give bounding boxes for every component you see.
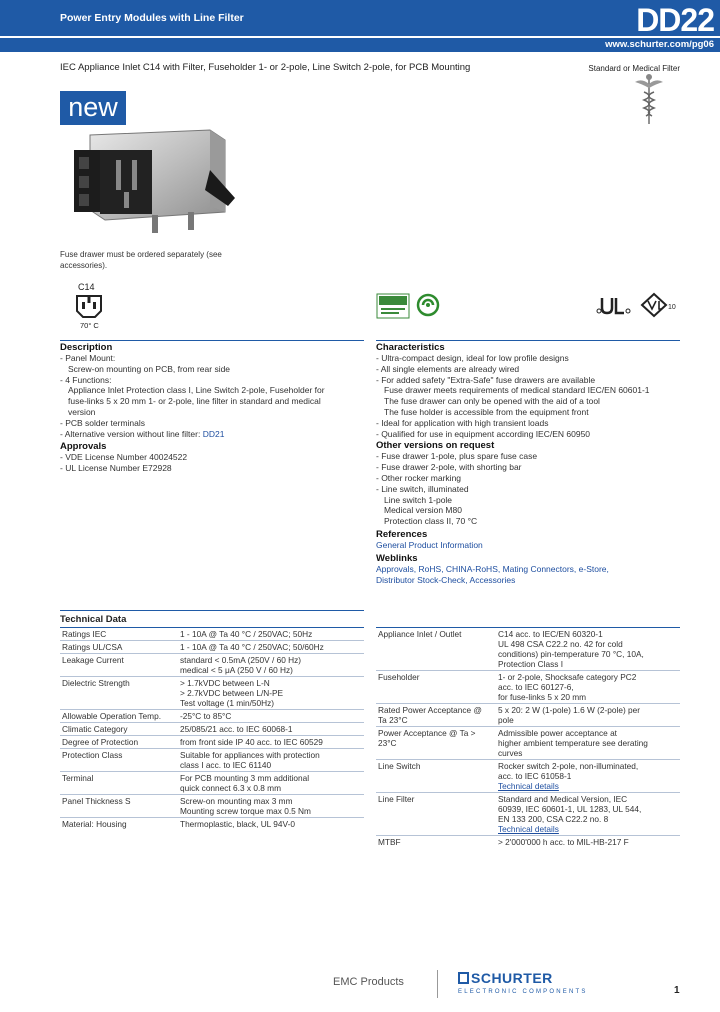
page-title: Power Entry Modules with Line Filter bbox=[60, 12, 244, 24]
technical-value-line: Screw-on mounting max 3 mm bbox=[180, 796, 293, 806]
product-url-link[interactable]: www.schurter.com/pg06 bbox=[605, 39, 714, 50]
technical-key bbox=[60, 736, 178, 749]
technical-key bbox=[60, 749, 178, 772]
technical-key-line: Climatic Category bbox=[62, 724, 128, 734]
technical-value-line: EN 133 200, CSA C22.2 no. 8 bbox=[498, 814, 609, 824]
technical-key-line: Ratings UL/CSA bbox=[62, 642, 123, 652]
technical-value-line: standard < 0.5mA (250V / 60 Hz) bbox=[180, 655, 302, 665]
alt-version-text: - Alternative version without line filter: bbox=[60, 428, 201, 439]
fuse-drawer-caption: Fuse drawer must be ordered separately (see accessories). bbox=[60, 250, 222, 270]
technical-row bbox=[376, 727, 680, 760]
technical-key-line: Power Acceptance @ Ta > bbox=[378, 728, 476, 738]
technical-value bbox=[178, 818, 364, 831]
rohs-icon bbox=[376, 293, 410, 319]
technical-value bbox=[496, 793, 680, 836]
new-badge: new bbox=[60, 91, 126, 125]
characteristics-line: - Ideal for application with high transient loads bbox=[376, 417, 549, 428]
technical-value bbox=[496, 628, 680, 671]
other-versions-line: Line switch 1-pole bbox=[384, 494, 453, 505]
weblinks-line[interactable]: Approvals, RoHS, CHINA-RoHS, Mating Connectors, e-Store, bbox=[376, 563, 609, 574]
vde-icon bbox=[640, 292, 678, 318]
technical-key-line: Appliance Inlet / Outlet bbox=[378, 629, 462, 639]
technical-key bbox=[60, 723, 178, 736]
technical-value-line: > 1.7kVDC between L-N bbox=[180, 678, 270, 688]
section-divider bbox=[60, 610, 364, 611]
technical-data-heading: Technical Data bbox=[60, 614, 127, 625]
technical-value-line: Test voltage (1 min/50Hz) bbox=[180, 698, 275, 708]
technical-key bbox=[376, 671, 496, 704]
other-versions-line: - Fuse drawer 1-pole, plus spare fuse case bbox=[376, 451, 538, 462]
technical-key-line: Ta 23°C bbox=[378, 715, 408, 725]
description-line: Appliance Inlet Protection class I, Line Switch 2-pole, Fuseholder for bbox=[68, 385, 325, 396]
technical-key-line: Material: Housing bbox=[62, 819, 127, 829]
technical-value-line: 1 - 10A @ Ta 40 °C / 250VAC; 50/60Hz bbox=[180, 642, 324, 652]
description-line: - 4 Functions: bbox=[60, 374, 112, 385]
technical-value-line: from front side IP 40 acc. to IEC 60529 bbox=[180, 737, 323, 747]
technical-value-line: UL 498 CSA C22.2 no. 42 for cold bbox=[498, 639, 623, 649]
technical-key-line: Panel Thickness S bbox=[62, 796, 131, 806]
approvals-line: - UL License Number E72928 bbox=[60, 463, 172, 474]
technical-row bbox=[376, 671, 680, 704]
technical-key-line: MTBF bbox=[378, 837, 401, 847]
characteristics-heading: Characteristics bbox=[376, 342, 445, 353]
characteristics-line: - Qualified for use in equipment according IEC/EN 60950 bbox=[376, 428, 591, 439]
technical-key bbox=[60, 818, 178, 831]
technical-value bbox=[178, 723, 364, 736]
caduceus-icon bbox=[632, 72, 666, 126]
technical-value-line: 60939, IEC 60601-1, UL 1283, UL 544, bbox=[498, 804, 642, 814]
technical-value-line: medical < 5 μA (250 V / 60 Hz) bbox=[180, 665, 293, 675]
technical-row bbox=[60, 654, 364, 677]
svg-text:10: 10 bbox=[668, 304, 676, 311]
product-code: DD22 bbox=[636, 2, 714, 38]
technical-row bbox=[376, 628, 680, 671]
ul-recognized-icon bbox=[596, 296, 632, 316]
technical-value bbox=[178, 736, 364, 749]
technical-value-line: -25°C to 85°C bbox=[180, 711, 232, 721]
technical-value-line: > 2.7kVDC between L/N-PE bbox=[180, 688, 284, 698]
technical-key bbox=[376, 760, 496, 793]
technical-row bbox=[60, 677, 364, 710]
technical-value bbox=[178, 795, 364, 818]
technical-value bbox=[178, 749, 364, 772]
technical-row bbox=[60, 736, 364, 749]
technical-value-line: Protection Class I bbox=[498, 659, 564, 669]
technical-key-line: Degree of Protection bbox=[62, 737, 139, 747]
schurter-subtitle: ELECTRONIC COMPONENTS bbox=[458, 989, 588, 995]
footer-divider bbox=[437, 970, 438, 998]
technical-key bbox=[376, 628, 496, 671]
page-number: 1 bbox=[674, 985, 680, 996]
product-subtitle: IEC Appliance Inlet C14 with Filter, Fuseholder 1- or 2-pole, Line Switch 2-pole, for PCB Mounting bbox=[60, 62, 471, 73]
technical-value-line: curves bbox=[498, 748, 523, 758]
characteristics-line: The fuse holder is accessible from the equipment front bbox=[384, 406, 589, 417]
description-section bbox=[60, 342, 360, 474]
technical-table-right bbox=[376, 627, 680, 848]
technical-value bbox=[496, 836, 680, 849]
technical-value-line: For PCB mounting 3 mm additional bbox=[180, 773, 310, 783]
characteristics-line: - All single elements are already wired bbox=[376, 363, 520, 374]
technical-row bbox=[376, 836, 680, 849]
china-rohs-icon bbox=[416, 293, 440, 317]
technical-value-line: Admissible power acceptance at bbox=[498, 728, 617, 738]
c14-inlet-icon bbox=[74, 293, 104, 320]
technical-value-line: Mounting screw torque max 0.5 Nm bbox=[180, 806, 311, 816]
weblinks-line[interactable]: Distributor Stock-Check, Accessories bbox=[376, 574, 516, 585]
technical-key bbox=[60, 710, 178, 723]
characteristics-line: - Ultra-compact design, ideal for low profile designs bbox=[376, 353, 569, 363]
c14-temp: 70° C bbox=[80, 321, 99, 330]
section-divider bbox=[60, 340, 364, 341]
technical-key-line: Leakage Current bbox=[62, 655, 124, 665]
technical-value-line: quick connect 6.3 x 0.8 mm bbox=[180, 783, 281, 793]
technical-key-line: 23°C bbox=[378, 738, 397, 748]
technical-value bbox=[178, 710, 364, 723]
description-line bbox=[60, 429, 360, 440]
technical-value-line: acc. to IEC 61058-1 bbox=[498, 771, 572, 781]
technical-value-line: for fuse-links 5 x 20 mm bbox=[498, 692, 587, 702]
technical-value-line: pole bbox=[498, 715, 514, 725]
technical-key bbox=[60, 628, 178, 641]
technical-key bbox=[376, 704, 496, 727]
description-line: - PCB solder terminals bbox=[60, 417, 146, 428]
technical-key-line: Ratings IEC bbox=[62, 629, 107, 639]
technical-value-line: > 2'000'000 h acc. to MIL-HB-217 F bbox=[498, 837, 629, 847]
technical-value-line: 1- or 2-pole, Shocksafe category PC2 bbox=[498, 672, 637, 682]
technical-key-line: Rated Power Acceptance @ bbox=[378, 705, 482, 715]
characteristics-line: The fuse drawer can only be opened with the aid of a tool bbox=[384, 396, 600, 407]
other-versions-line: - Fuse drawer 2-pole, with shorting bar bbox=[376, 462, 522, 473]
technical-value bbox=[496, 671, 680, 704]
technical-key bbox=[60, 772, 178, 795]
technical-value-line: C14 acc. to IEC/EN 60320-1 bbox=[498, 629, 603, 639]
technical-value-line: class I acc. to IEC 61140 bbox=[180, 760, 272, 770]
technical-row bbox=[376, 760, 680, 793]
technical-key bbox=[60, 641, 178, 654]
technical-key bbox=[376, 793, 496, 836]
characteristics-section bbox=[376, 342, 686, 585]
technical-value-line: 5 x 20: 2 W (1-pole) 1.6 W (2-pole) per bbox=[498, 705, 641, 715]
characteristics-line: - For added safety "Extra-Safe" fuse drawers are available bbox=[376, 374, 596, 385]
technical-row bbox=[376, 793, 680, 836]
technical-value-line: Rocker switch 2-pole, non-illuminated, bbox=[498, 761, 639, 771]
technical-key bbox=[376, 727, 496, 760]
approvals-heading: Approvals bbox=[60, 441, 107, 453]
technical-key-line: Line Switch bbox=[378, 761, 421, 771]
other-versions-line: Protection class II, 70 °C bbox=[384, 516, 478, 527]
section-divider bbox=[376, 340, 680, 341]
technical-value-line: 25/085/21 acc. to IEC 60068-1 bbox=[180, 724, 293, 734]
other-versions-line: - Line switch, illuminated bbox=[376, 483, 469, 494]
technical-value bbox=[496, 727, 680, 760]
technical-details-link[interactable]: Technical details bbox=[498, 824, 559, 834]
technical-details-link[interactable]: Technical details bbox=[498, 781, 559, 791]
technical-value-line: Thermoplastic, black, UL 94V-0 bbox=[180, 819, 295, 829]
approvals-line: - VDE License Number 40024522 bbox=[60, 452, 188, 463]
technical-row bbox=[60, 795, 364, 818]
other-versions-line: Medical version M80 bbox=[384, 505, 462, 516]
technical-value-line: higher ambient temperature see derating bbox=[498, 738, 648, 748]
c14-label: C14 bbox=[78, 282, 95, 292]
general-product-info-link[interactable]: General Product Information bbox=[376, 539, 483, 550]
technical-value bbox=[178, 772, 364, 795]
standard-medical-label: Standard or Medical Filter bbox=[588, 64, 680, 73]
technical-row bbox=[60, 723, 364, 736]
technical-key-line: Fuseholder bbox=[378, 672, 420, 682]
technical-value-line: Suitable for appliances with protection bbox=[180, 750, 320, 760]
technical-key bbox=[60, 654, 178, 677]
weblinks-heading: Weblinks bbox=[376, 552, 418, 564]
references-heading: References bbox=[376, 528, 428, 540]
technical-value bbox=[178, 654, 364, 677]
technical-key bbox=[376, 836, 496, 849]
technical-key bbox=[60, 677, 178, 710]
technical-value bbox=[178, 641, 364, 654]
description-line: version bbox=[68, 406, 96, 417]
technical-key-line: Protection Class bbox=[62, 750, 123, 760]
technical-value bbox=[496, 760, 680, 793]
description-heading: Description bbox=[60, 342, 113, 353]
schurter-logo-text: SCHURTER bbox=[471, 970, 553, 986]
technical-key-line: Terminal bbox=[62, 773, 94, 783]
other-versions-heading: Other versions on request bbox=[376, 440, 495, 452]
schurter-logo-icon bbox=[458, 972, 469, 984]
technical-table-left bbox=[60, 627, 364, 830]
technical-row bbox=[376, 704, 680, 727]
dd21-link[interactable]: DD21 bbox=[202, 428, 225, 439]
technical-row bbox=[60, 772, 364, 795]
technical-value-line: Standard and Medical Version, IEC bbox=[498, 794, 628, 804]
technical-value-line: 1 - 10A @ Ta 40 °C / 250VAC; 50Hz bbox=[180, 629, 313, 639]
technical-row bbox=[60, 710, 364, 723]
technical-row bbox=[60, 628, 364, 641]
description-line: Screw-on mounting on PCB, from rear side bbox=[68, 363, 231, 374]
description-line: - Panel Mount: bbox=[60, 353, 116, 363]
technical-key-line: Dielectric Strength bbox=[62, 678, 130, 688]
technical-row bbox=[60, 641, 364, 654]
technical-key-line: Allowable Operation Temp. bbox=[62, 711, 162, 721]
technical-row bbox=[60, 749, 364, 772]
technical-row bbox=[60, 818, 364, 831]
footer-emc-products: EMC Products bbox=[333, 976, 404, 988]
technical-value bbox=[496, 704, 680, 727]
technical-value bbox=[178, 628, 364, 641]
other-versions-line: - Other rocker marking bbox=[376, 472, 462, 483]
technical-key-line: Line Filter bbox=[378, 794, 415, 804]
characteristics-line: Fuse drawer meets requirements of medical standard IEC/EN 60601-1 bbox=[384, 385, 650, 396]
description-line: fuse-links 5 x 20 mm 1- or 2-pole, line filter in standard and medical bbox=[68, 396, 321, 407]
technical-value bbox=[178, 677, 364, 710]
technical-value-line: acc. to IEC 60127-6, bbox=[498, 682, 574, 692]
technical-key bbox=[60, 795, 178, 818]
product-photo bbox=[60, 120, 240, 250]
schurter-logo bbox=[458, 970, 553, 986]
technical-value-line: conditions) pin-temperature 70 °C, 10A, bbox=[498, 649, 644, 659]
